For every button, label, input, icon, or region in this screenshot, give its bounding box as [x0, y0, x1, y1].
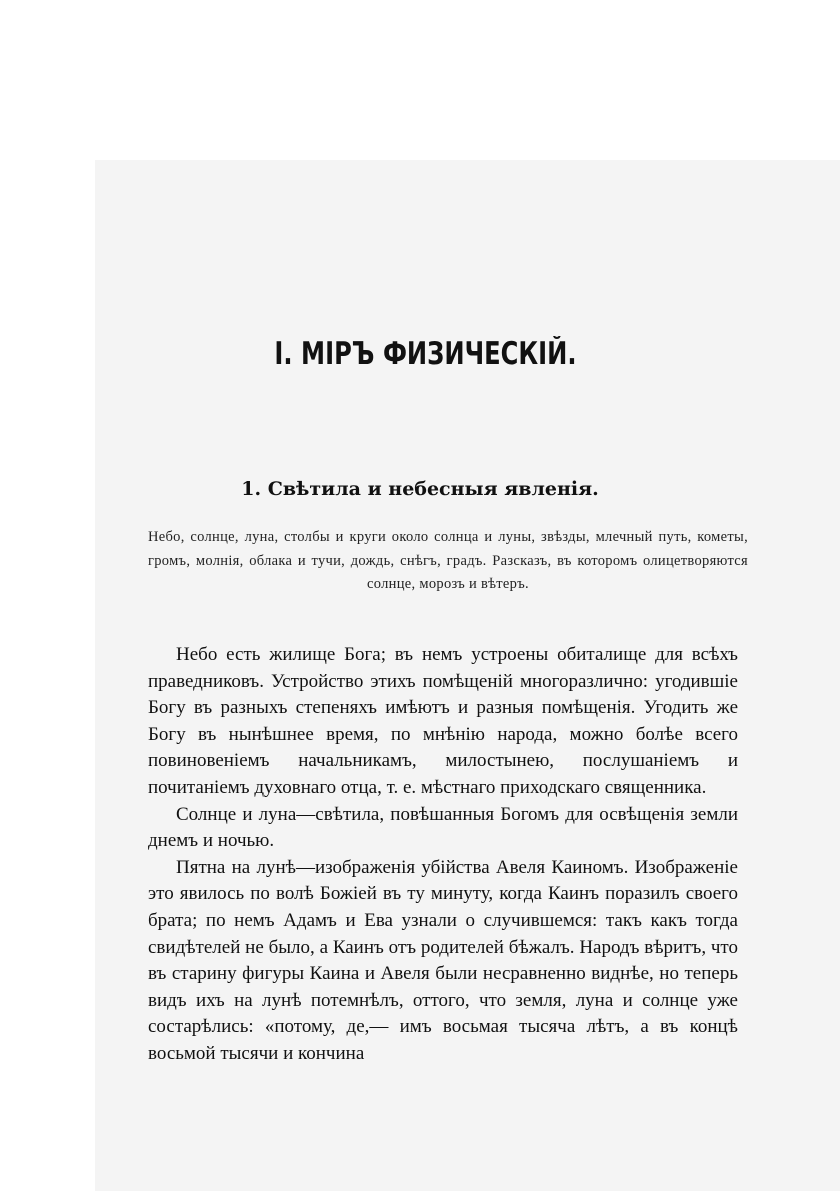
body-text	[148, 642, 738, 1068]
section-title: 1. Свѣтила и небесныя явленія.	[241, 478, 599, 500]
paragraph-1: Небо есть жилище Бога; въ немъ устроены обиталище для всѣхъ праведниковъ. Устройство этихъ помѣщеній многоразлично: угодившіе Богу въ разныхъ степеняхъ имѣютъ и разныя помѣщенія. Угодить же Богу въ нынѣшнее время, по мнѣнію народа, можно болѣе всего повиновеніемъ начальникамъ, милостынею, послушаніемъ и почитаніемъ духовнаго отца, т. е. мѣстнаго приходскаго священника.	[148, 644, 738, 798]
paragraph-2: Солнце и луна—свѣтила, повѣшанныя Богомъ для освѣщенія земли днемъ и ночью.	[148, 803, 738, 852]
chapter-title: I. МІРЪ ФИЗИЧЕСКІЙ.	[274, 336, 577, 372]
section-summary: Небо, солнце, луна, столбы и круги около солнца и луны, звѣзды, млечный путь, кометы, громъ, молнія, облака и тучи, дождь, снѣгъ, градъ. Разсказъ, въ которомъ олицетворяются солнце, морозъ и вѣтеръ.	[148, 529, 748, 592]
paragraph-3: Пятна на лунѣ—изображенія убійства Авеля Каиномъ. Изображеніе это явилось по волѣ Божіей въ ту минуту, когда Каинъ поразилъ своего брата; по немъ Адамъ и Ева узнали о случившемся: такъ какъ тогда свидѣтелей не было, а Каинъ отъ родителей бѣжалъ. Народъ вѣритъ, что въ старину фигуры Каина и Авеля были несравненно виднѣе, но теперь видъ ихъ на лунѣ потемнѣлъ, оттого, что земля, луна и солнце уже состарѣлись: «потому, де,— имъ восьмая тысяча лѣтъ, а въ концѣ восьмой тысячи и кончина	[148, 856, 738, 1064]
